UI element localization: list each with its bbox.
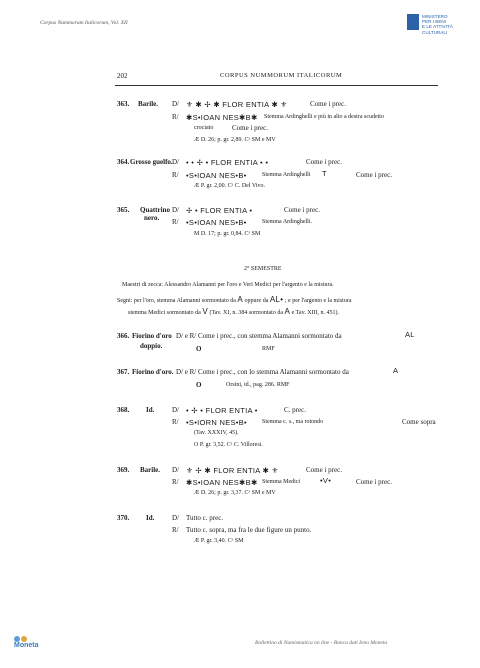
obverse-legend: ✢ • FLOR ENTIA •	[186, 206, 253, 215]
coin-name: Id.	[146, 514, 155, 522]
collection: RMF	[262, 346, 275, 352]
mark: A	[393, 366, 399, 375]
metal: O	[196, 381, 202, 389]
entry-number: 364.	[117, 158, 130, 166]
coin-name: Fiorino d'oro	[132, 332, 172, 340]
coin-metadata: Æ P. gr. 3,40. Cᵃ SM	[194, 538, 244, 544]
reverse-text: Stemma Ardinghelli e più in alto a destra scudetto	[264, 114, 384, 120]
obverse-legend: • ✢ • FLOR ENTIA •	[186, 406, 258, 415]
entry-number: 363.	[117, 100, 130, 108]
coin-name-2: nero.	[144, 214, 160, 222]
reverse-legend: ✱S•IOAN NES✱B✱	[186, 113, 258, 122]
obverse-legend: ⚜ ✢ ✱ FLOR ENTIA ✱ ⚜	[186, 466, 279, 475]
reverse-text: Tutto c. sopra, ma fra le due figure un punto.	[186, 526, 312, 534]
obverse-label: D/	[172, 466, 179, 474]
entry-number: 365.	[117, 206, 130, 214]
reverse-text: Stemma Medici	[262, 479, 301, 485]
reverse-mark: •V•	[320, 476, 332, 485]
reverse-text: Stemma Ardinghelli	[262, 172, 311, 178]
reverse-text: Stemma c. s., ma rotondo	[262, 419, 324, 425]
coin-name: Fiorino d'oro.	[132, 368, 174, 376]
obverse-text: Come i prec.	[306, 158, 342, 166]
obverse-text: Come i prec.	[284, 206, 320, 214]
reverse-mark: T	[322, 169, 327, 178]
obverse-label: D/	[172, 514, 179, 522]
entry-text: D/ e R/ Come i prec., con stemma Alamanni sormontato da	[176, 332, 342, 340]
ministry-logo	[407, 14, 467, 38]
running-head: CORPUS NUMMORUM ITALICORUM	[220, 72, 343, 79]
coin-metadata: Æ D. 26; p. gr. 2,89. Cᵃ SM e MV	[194, 137, 276, 143]
entry-number: 367.	[117, 368, 130, 376]
obverse-label: D/	[172, 206, 179, 214]
masters-line-2: Segni: per l'oro, stemma Alamanni sormontato da A oppure da AL• ; e per l'argento e la mistura	[117, 295, 352, 304]
coin-name: Id.	[146, 406, 155, 414]
mark: AL	[405, 330, 415, 339]
reverse-text: Stemma Ardinghelli.	[262, 219, 312, 225]
reverse-text-2: Come sopra	[402, 418, 436, 426]
semester-heading: 2° SEMESTRE	[244, 266, 282, 272]
ministry-logo-mark	[407, 14, 419, 30]
reverse-legend: •S•IOAN NES•B•	[186, 171, 247, 180]
coin-name: Barile.	[138, 100, 159, 108]
coin-metadata: Æ D. 26; p. gr. 3,37. Cᵃ SM e MV	[194, 490, 276, 496]
coin-metadata: Æ P. gr. 2,00. Cᵃ C. Del Vivo.	[194, 183, 266, 189]
coin-name: Barile.	[140, 466, 161, 474]
obverse-text: Come i prec.	[310, 100, 346, 108]
header-rule	[115, 85, 438, 86]
obverse-label: D/	[172, 406, 179, 414]
moneta-logo	[14, 636, 44, 650]
entry-number: 366.	[117, 332, 130, 340]
masters-line-3: stemma Medici sormontato da V (Tav. XI, n. 384 sormontato da A e Tav. XIII, n. 451).	[128, 307, 340, 316]
reverse-label: R/	[172, 218, 179, 226]
obverse-label: D/	[172, 100, 179, 108]
ministry-logo-text: MINISTERO PER I BENI E LE ATTIVITÀ CULTURALI	[422, 14, 453, 35]
obverse-text: Come i prec.	[306, 466, 342, 474]
obverse-text: C. prec.	[284, 406, 306, 414]
entry-number: 368.	[117, 406, 130, 414]
coin-name-2: doppio.	[140, 342, 163, 350]
reverse-legend: ✱S•IOAN NES✱B✱	[186, 478, 258, 487]
reverse-label: R/	[172, 526, 179, 534]
obverse-legend: ⚜ ✱ ✢ ✱ FLOR ENTIA ✱ ⚜	[186, 100, 288, 109]
entry-text: D/ e R/ Come i prec., con lo stemma Alamanni sormontato da	[176, 368, 349, 376]
footer-source: Bollettino di Numismatica on line - Banca dati Ieno Moneta	[255, 640, 388, 646]
entry-number: 369.	[117, 466, 130, 474]
collection: Orsini, id., pag. 286. RMF	[226, 382, 290, 388]
reverse-text-2: crociato	[194, 125, 214, 131]
reverse-legend: •S•IOAN NES•B•	[186, 218, 247, 227]
reverse-label: R/	[172, 418, 179, 426]
obverse-text: Tutto c. prec.	[186, 514, 224, 522]
coin-name: Grosso guelfo.	[130, 158, 173, 166]
coin-metadata: M D. 17; p. gr. 0,84. Cᵃ SM	[194, 231, 261, 237]
reverse-text-2: Come i prec.	[356, 171, 392, 179]
reverse-label: R/	[172, 113, 179, 121]
reverse-legend: •S•IORN NES•B•	[186, 418, 247, 427]
entry-number: 370.	[117, 514, 130, 522]
journal-header: Corpus Nummorum Italicorum, Vol. XII	[40, 20, 128, 26]
obverse-label: D/	[172, 158, 179, 166]
moneta-logo-text: Moneta	[14, 642, 39, 649]
coin-metadata: O P. gr. 3,52. Cᵃ C. Villoresi.	[194, 442, 263, 448]
reverse-label: R/	[172, 478, 179, 486]
masters-line-1: Maestri di zecca: Alessandro Alamanni per l'oro e Veri Medici per l'argento e la mistura.	[122, 282, 334, 288]
obverse-legend: • • ✢ • FLOR ENTIA • •	[186, 158, 269, 167]
reverse-text-2: Come i prec.	[356, 478, 392, 486]
page-number: 202	[117, 72, 128, 80]
metal: O	[196, 345, 202, 353]
coin-name: Quattrino	[140, 206, 170, 214]
reverse-text-3: Come i prec.	[232, 124, 268, 132]
reverse-text-3: (Tav. XXXIV, 45).	[194, 430, 239, 436]
reverse-label: R/	[172, 171, 179, 179]
